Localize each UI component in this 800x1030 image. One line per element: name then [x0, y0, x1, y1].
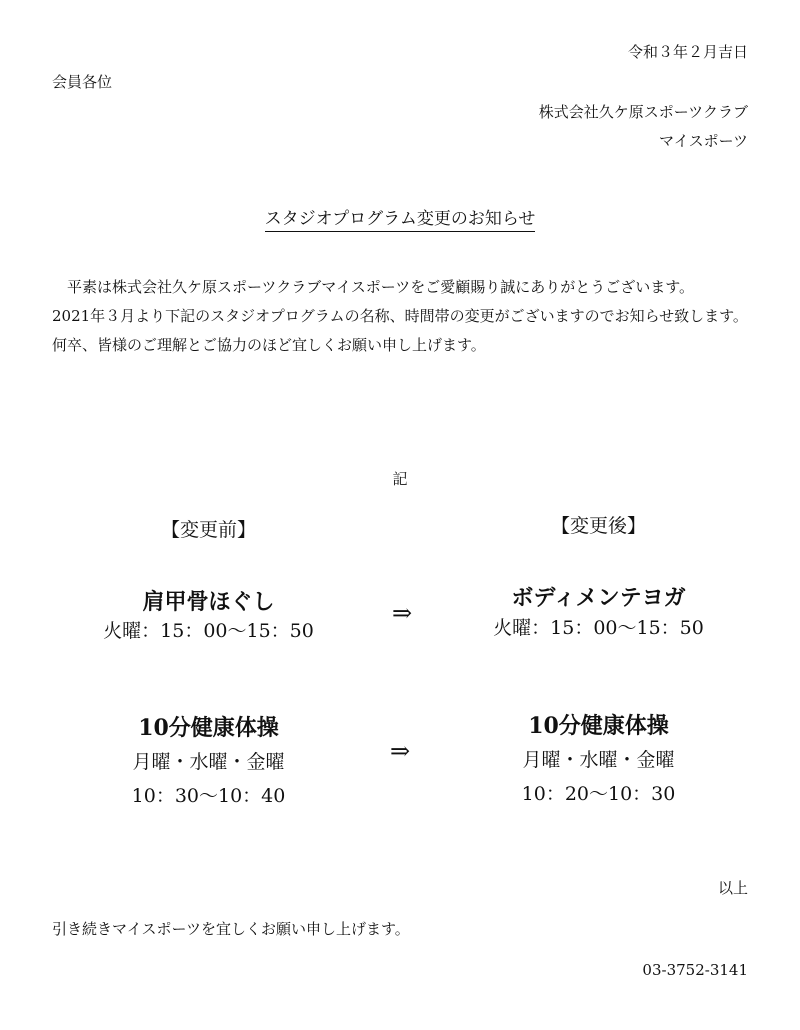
body-text — [52, 273, 752, 360]
before-program-name-1: 肩甲骨ほぐし — [142, 589, 275, 615]
document-title — [0, 204, 800, 229]
before-program-time-2: 10：30〜10：40 — [131, 785, 286, 807]
before-program-time-1: 火曜：15：00〜15：50 — [103, 620, 314, 642]
sender-name: マイスポーツ — [659, 132, 748, 150]
after-program-days-2: 月曜・水曜・金曜 — [522, 749, 675, 771]
arrow-icon: ⇒ — [389, 737, 411, 765]
document-date: 令和３年２月吉日 — [627, 43, 748, 61]
before-header: 【変更前】 — [160, 519, 256, 541]
phone-number: 03-3752-3141 — [642, 961, 748, 979]
after-program-time-1: 火曜：15：00〜15：50 — [493, 617, 704, 639]
closing-mark: 以上 — [717, 879, 748, 897]
recipient: 会員各位 — [52, 73, 113, 91]
after-program-name-1: ボディメンテヨガ — [511, 585, 686, 611]
after-program-time-2: 10：20〜10：30 — [521, 783, 676, 805]
record-label: 記 — [392, 470, 408, 488]
body-paragraph-3: 何卒、皆様のご理解とご協力のほど宜しくお願い申し上げます。 — [52, 336, 486, 354]
after-header: 【変更後】 — [550, 515, 646, 537]
body-paragraph-1: 平素は株式会社久ケ原スポーツクラブマイスポーツをご愛顧賜り誠にありがとうございます。 — [52, 278, 695, 296]
document-title-text: スタジオプログラム変更のお知らせ — [265, 209, 536, 232]
footer-note: 引き続きマイスポーツを宜しくお願い申し上げます。 — [52, 920, 410, 938]
body-paragraph-2: 2021年３月より下記のスタジオプログラムの名称、時間帯の変更がございますのでお知らせ致します。 — [52, 307, 748, 325]
before-program-days-2: 月曜・水曜・金曜 — [132, 751, 285, 773]
arrow-icon: ⇒ — [391, 599, 413, 627]
after-program-name-2: 10分健康体操 — [528, 713, 669, 739]
before-program-name-2: 10分健康体操 — [138, 715, 279, 741]
sender-company: 株式会社久ケ原スポーツクラブ — [538, 103, 748, 121]
